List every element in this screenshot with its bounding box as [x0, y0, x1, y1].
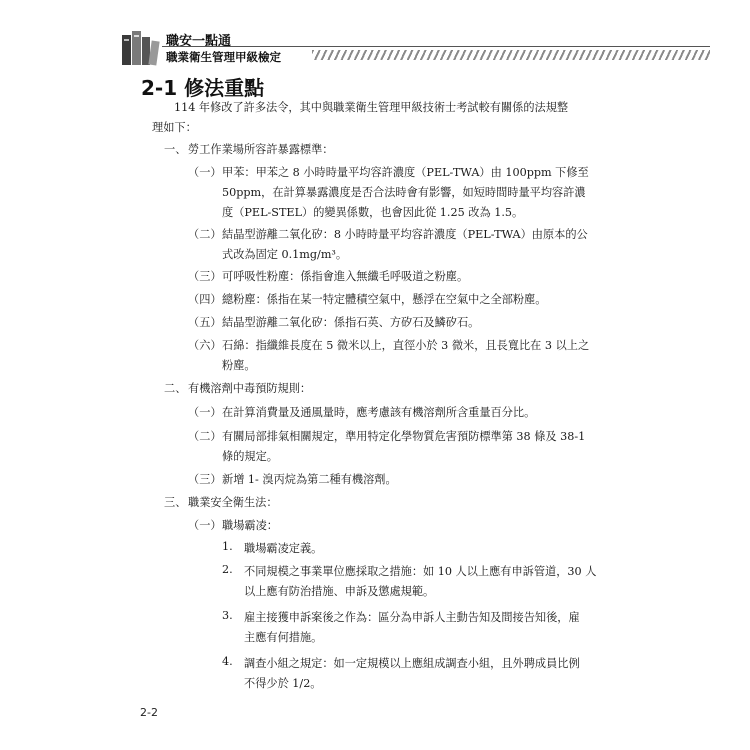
sub-line: 粉塵。: [222, 359, 256, 372]
item-number: 一、: [164, 143, 187, 156]
sub-line: 甲苯：甲苯之 8 小時時量平均容許濃度（PEL-TWA）由 100ppm 下修至: [222, 166, 589, 179]
item-number: 三、: [164, 496, 187, 509]
sub-number: （三）: [188, 270, 222, 283]
sub-line: 條的規定。: [222, 450, 278, 463]
point-line: 不得少於 1/2。: [244, 677, 322, 690]
series-title: 職安一點通: [166, 34, 232, 49]
point-line: 不同規模之事業單位應採取之措施：如 10 人以上應有申訴管道，30 人: [244, 565, 597, 578]
sub-line: 石綿：指纖維長度在 5 微米以上，直徑小於 3 微米，且長寬比在 3 以上之: [222, 339, 590, 352]
intro-line-1: 114 年修改了許多法令，其中與職業衛生管理甲級技術士考試較有關係的法規整: [174, 101, 569, 114]
sub-line: 式改為固定 0.1mg/m³。: [222, 248, 348, 261]
sub-line: 總粉塵：係指在某一特定體積空氣中，懸浮在空氣中之全部粉塵。: [222, 293, 547, 306]
point-number: 4.: [222, 655, 233, 668]
section-title: 2-1 修法重點: [141, 76, 265, 100]
chapter-label: 職業衛生管理甲級檢定: [166, 49, 287, 65]
point-line: 職場霸凌定義。: [244, 542, 323, 555]
sub-number: （一）: [188, 166, 222, 179]
item-title: 有機溶劑中毒預防規則：: [188, 382, 312, 395]
sub-title: 職場霸凌：: [222, 519, 278, 532]
sub-line: 50ppm，在計算暴露濃度是否合法時會有影響，如短時間時量平均容許濃: [222, 186, 586, 199]
sub-number: （一）: [188, 519, 222, 532]
item-title: 職業安全衛生法：: [188, 496, 278, 509]
intro-line-2: 理如下：: [152, 121, 197, 134]
sub-line: 結晶型游離二氧化矽：係指石英、方矽石及鱗矽石。: [222, 316, 480, 329]
sub-line: 有關局部排氣相關規定，準用特定化學物質危害預防標準第 38 條及 38-1: [222, 430, 586, 443]
point-number: 2.: [222, 563, 233, 576]
item-number: 二、: [164, 382, 187, 395]
point-line: 主應有何措施。: [244, 631, 323, 644]
point-line: 調查小組之規定：如一定規模以上應組成調查小組，且外聘成員比例: [244, 657, 580, 670]
page-number: 2-2: [140, 706, 158, 719]
point-line: 以上應有防治措施、申訴及懲處規範。: [244, 585, 435, 598]
sub-number: （三）: [188, 473, 222, 486]
sub-line: 新增 1- 溴丙烷為第二種有機溶劑。: [222, 473, 397, 486]
point-number: 3.: [222, 609, 233, 622]
sub-number: （五）: [188, 316, 222, 329]
sub-number: （二）: [188, 228, 222, 241]
sub-line: 在計算消費量及通風量時，應考慮該有機溶劑所含重量百分比。: [222, 406, 536, 419]
point-line: 雇主接獲申訴案後之作為：區分為申訴人主動告知及間接告知後，雇: [244, 611, 580, 624]
sub-number: （六）: [188, 339, 222, 352]
point-number: 1.: [222, 540, 233, 553]
sub-number: （二）: [188, 430, 222, 443]
sub-number: （一）: [188, 406, 222, 419]
item-title: 勞工作業場所容許暴露標準：: [188, 143, 334, 156]
sub-line: 度（PEL-STEL）的變異係數，也會因此從 1.25 改為 1.5。: [222, 206, 524, 219]
sub-line: 可呼吸性粉塵：係指會進入無纖毛呼吸道之粉塵。: [222, 270, 469, 283]
sub-number: （四）: [188, 293, 222, 306]
sub-line: 結晶型游離二氧化矽：8 小時時量平均容許濃度（PEL-TWA）由原本的公: [222, 228, 588, 241]
